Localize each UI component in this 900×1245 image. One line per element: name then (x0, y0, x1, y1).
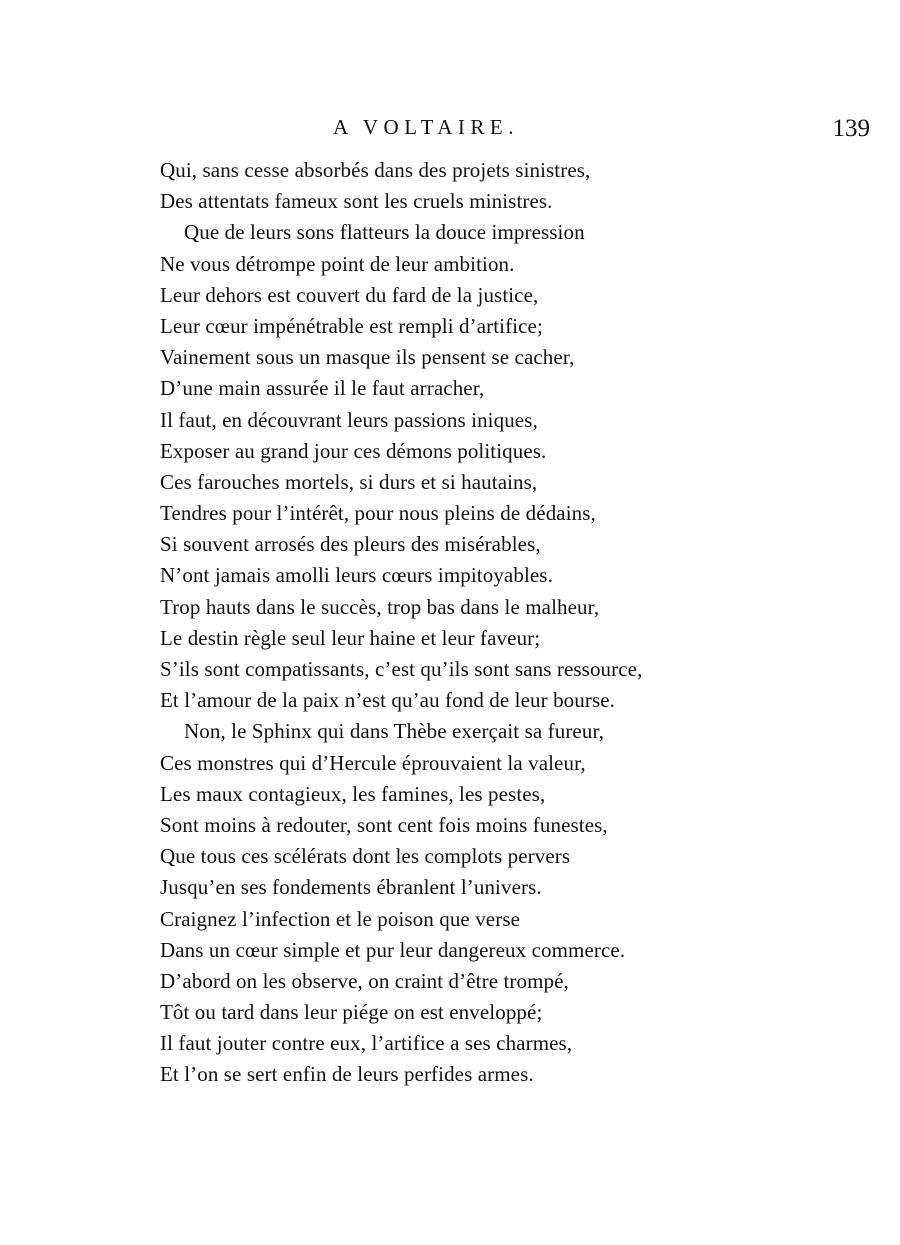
poem-text (160, 155, 760, 1091)
verse-line: Tôt ou tard dans leur piége on est enveloppé; (160, 1000, 543, 1025)
verse-line: Leur cœur impénétrable est rempli d’artifice; (160, 313, 543, 338)
verse-line: Si souvent arrosés des pleurs des misérables, (160, 532, 541, 557)
verse-line: Il faut jouter contre eux, l’artifice a ses charmes, (160, 1031, 573, 1056)
verse-line-stanza-start: Non, le Sphinx qui dans Thèbe exerçait sa fureur, (184, 719, 605, 744)
verse-line: D’une main assurée il le faut arracher, (160, 376, 485, 401)
verse-line: Des attentats fameux sont les cruels ministres. (160, 189, 553, 214)
verse-line: Il faut, en découvrant leurs passions iniques, (160, 407, 538, 432)
verse-line: Et l’amour de la paix n’est qu’au fond de leur bourse. (160, 688, 616, 713)
verse-line: Que tous ces scélérats dont les complots pervers (160, 844, 571, 869)
verse-line: Dans un cœur simple et pur leur dangereux commerce. (160, 937, 626, 962)
verse-line: Les maux contagieux, les famines, les pestes, (160, 781, 546, 806)
verse-line: Et l’on se sert enfin de leurs perfides armes. (160, 1062, 534, 1087)
verse-line: Sont moins à redouter, sont cent fois moins funestes, (160, 812, 608, 837)
verse-line: Ne vous détrompe point de leur ambition. (160, 251, 515, 276)
verse-line: Craignez l’infection et le poison que verse (160, 906, 521, 931)
verse-line: D’abord on les observe, on craint d’être trompé, (160, 968, 569, 993)
verse-line: Vainement sous un masque ils pensent se cacher, (160, 345, 575, 370)
verse-line: Trop hauts dans le succès, trop bas dans le malheur, (160, 594, 600, 619)
verse-line: Le destin règle seul leur haine et leur faveur; (160, 625, 541, 650)
verse-line: S’ils sont compatissants, c’est qu’ils sont sans ressource, (160, 657, 643, 681)
running-head (0, 112, 870, 142)
verse-line: Qui, sans cesse absorbés dans des projets sinistres, (160, 158, 591, 182)
page-number: 139 (832, 115, 870, 142)
verse-line: Leur dehors est couvert du fard de la justice, (160, 282, 539, 307)
running-title: A VOLTAIRE. (333, 115, 519, 139)
verse-line: Ces monstres qui d’Hercule éprouvaient la valeur, (160, 750, 586, 775)
verse-line: Tendres pour l’intérêt, pour nous pleins de dédains, (160, 501, 596, 526)
verse-line: N’ont jamais amolli leurs cœurs impitoyables. (160, 563, 553, 588)
verse-line: Ces farouches mortels, si durs et si hautains, (160, 469, 538, 494)
verse-line: Jusqu’en ses fondements ébranlent l’univers. (160, 875, 542, 900)
verse-line-stanza-start: Que de leurs sons flatteurs la douce impression (184, 220, 585, 245)
verse-line: Exposer au grand jour ces démons politiques. (160, 438, 547, 463)
